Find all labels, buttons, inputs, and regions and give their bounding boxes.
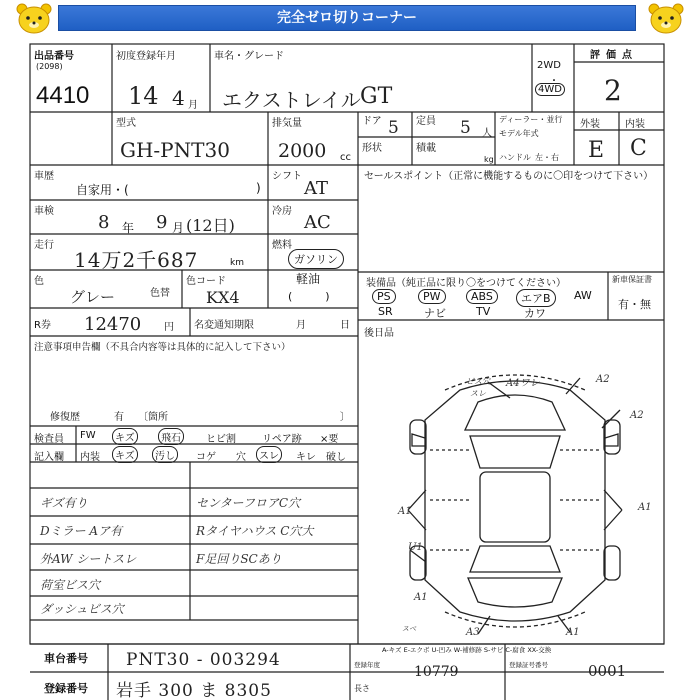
diagram-mark-screw: ビス穴 [466,377,490,386]
inspector-row2-hole: 穴 [236,452,246,463]
length-label: 長さ [354,684,370,693]
mileage-value: 14万2千687 [74,248,199,272]
first-registration-year: 14 [128,82,159,110]
handle-label: ハンドル [499,153,531,162]
diagram-mark-a1-bottom: A1 [566,627,580,638]
lot-sub-number: (2098) [36,62,63,71]
recycle-label: R券 [34,320,51,331]
after-items-label: 後日品 [364,328,394,339]
fuel-label: 燃料 [272,240,292,251]
dealer-label: ディーラー・並行 [499,115,563,124]
exterior-label: 外装 [580,119,600,130]
inspector-row1-stone-circled: 飛石 [158,428,184,445]
repair-place-close: 〕 [340,412,350,423]
notice-month: 月 [296,320,306,331]
drive-4wd-circled: 4WD [535,83,565,96]
model-name: エクストレイル [222,88,361,112]
registration-label: 登録番号 [44,682,88,695]
model-label: 車名・グレード [214,51,284,62]
displacement-unit: cc [340,152,351,163]
diagram-mark-a1-left-lower: A1 [414,592,428,603]
type-value: GH-PNT30 [120,138,230,162]
car-damage-diagram [370,350,660,650]
diagram-mark-a4: A4ワレ [506,378,540,389]
inspector-row2-dirt-circled: 汚し [152,446,178,463]
rating-label: 評価点 [590,50,638,61]
inspection-label: 車検 [34,206,54,217]
exterior-grade: E [588,138,605,163]
diagram-mark-u1-left: U1 [408,542,423,553]
registration-number-value: 0001 [588,662,627,680]
drive-2wd: 2WD [537,60,561,71]
load-label: 積載 [416,143,436,154]
displacement-label: 排気量 [272,118,302,129]
inspector-row1-label: 検査員 [34,434,64,445]
usage-label: 車歴 [34,171,54,182]
note-cargo-hole: 荷室ビス穴 [40,578,101,592]
mileage-unit: km [230,258,244,268]
ac-label: 冷房 [272,206,292,217]
handle-options: 左・右 [535,153,559,162]
first-year-label: 登録年度 [354,661,380,669]
equip-navi: ナビ [424,307,446,320]
inspection-year: 8 [98,212,110,233]
note-rear-tire-house: Rタイヤハウス C穴大 [196,524,314,538]
grade: GT [360,84,393,109]
capacity-label: 定員 [416,116,436,127]
note-door-mirror: Dミラー Aア有 [40,524,123,538]
fuel-other-paren: ( ) [288,290,330,303]
usage-value: 自家用・( [76,183,129,197]
registration-number-label: 登録証号番号 [509,661,548,669]
note-scratches: ギズ有り [40,496,88,510]
inspector-row2-tear: キレ [296,452,316,463]
damage-legend: A-キズ E-エクボ U-凹み W-補修跡 S-サビ C-腐食 XX-交換 [382,646,552,654]
load-unit: kg [484,155,494,164]
inspector-row2-burn: コゲ [196,452,216,463]
displacement-value: 2000 [278,140,327,162]
shift-label: シフト [272,171,302,182]
door-value: 5 [388,118,399,138]
fuel-gasoline-circled: ガソリン [288,249,344,269]
chassis-label: 車台番号 [44,652,88,665]
notice-label: 名変通知期限 [194,320,254,331]
repair-history-label: 修復歴 [50,412,80,423]
inspector-row1-crack: ヒビ割 [206,434,236,445]
diagram-mark-a2-top: A2 [596,374,610,385]
inspector-row2-wear-circled: スレ [256,446,282,463]
equip-aw: AW [574,289,592,302]
equipment-label: 装備品（純正品に限り〇をつけてください） [366,278,566,289]
inspection-month: 9 [156,212,168,233]
color-code-value: KX4 [206,288,240,307]
capacity-unit: 人 [482,128,492,139]
usage-close: ) [256,181,261,195]
color-change-label: 色替 [150,288,170,299]
note-dash-hole: ダッシュビス穴 [40,602,124,616]
inspector-row2-scratch-circled: キズ [112,446,138,463]
color-label: 色 [34,276,44,287]
sales-point-label: セールスポイント（正常に機能するものに〇印をつけて下さい） [364,171,654,182]
diagram-mark-a1-right: A1 [638,502,652,513]
color-code-label: 色コード [186,276,226,287]
equip-pw: PW [418,289,446,304]
recycle-unit: 円 [164,322,174,333]
mileage-label: 走行 [34,240,54,251]
diagram-mark-a1-left: A1 [398,506,412,517]
interior-grade: C [630,136,647,161]
inspection-month-unit: 月 [172,221,185,235]
model-year-label: モデル年式 [499,129,539,138]
inspector-row1-repair: リペア跡 [262,434,302,445]
lot-number: 4410 [36,82,90,109]
chassis-value: PNT30 - 003294 [126,650,281,670]
recycle-value: 12470 [84,314,142,335]
repair-place-open: 〔箇所 [138,412,168,423]
capacity-value: 5 [460,118,471,138]
first-year-value: 10779 [414,664,459,680]
inspector-row2-interior: 内装 [80,452,100,463]
color-value: グレー [70,288,116,306]
registration-value: 岩手 300 ま 8305 [116,681,272,700]
note-front-suspension: F足回りSCあり [196,552,282,566]
diagram-mark-slide: スベ [402,625,416,633]
diagram-mark-a3: A3 [466,627,480,638]
first-registration-month: 4 [172,86,185,110]
inspector-row1-fw: FW [80,430,96,441]
shape-label: 形状 [362,143,382,154]
inspection-year-unit: 年 [122,221,135,235]
repair-history-value: 有 [114,412,124,423]
note-center-floor-hole: センターフロアC穴 [196,496,301,510]
inspection-day: (12日) [186,216,235,235]
notes-title: 注意事項申告欄（不具合内容等は具体的に記入して下さい） [34,342,291,353]
note-aw-seat: 外AW シートスレ [40,552,137,566]
new-car-warranty-label: 新車保証書 [612,275,652,284]
door-label: ドア [362,116,382,127]
diagram-mark-a2-right: A2 [630,410,644,421]
banner-title: 完全ゼロ切りコーナー [277,10,417,26]
equip-leather: カワ [524,307,546,320]
rating-value: 2 [604,74,622,107]
warranty-value: 有・無 [618,298,651,311]
shift-value: AT [304,178,329,199]
equip-tv: TV [476,305,491,318]
equip-abs: ABS [466,289,498,304]
drive-separator: ・ [549,76,559,87]
month-unit: 月 [188,100,198,111]
type-label: 型式 [116,118,136,129]
inspector-row1-needs: ×要 [320,434,339,445]
notice-day: 日 [340,320,350,331]
equip-airbag: エアB [516,289,556,307]
inspector-row2-broken: 破し [326,452,346,463]
interior-label: 内装 [625,119,645,130]
first-registration-label: 初度登録年月 [116,51,176,62]
equip-sr: SR [378,305,393,318]
equip-ps: PS [372,289,396,304]
inspector-row1-scratch-circled: キズ [112,428,138,445]
fuel-other: 軽油 [296,272,321,286]
inspector-row2-label: 記入欄 [34,452,64,463]
ac-value: AC [304,212,331,233]
lot-label: 出品番号 [34,51,74,62]
diagram-mark-wear-top: スレ [470,389,486,398]
